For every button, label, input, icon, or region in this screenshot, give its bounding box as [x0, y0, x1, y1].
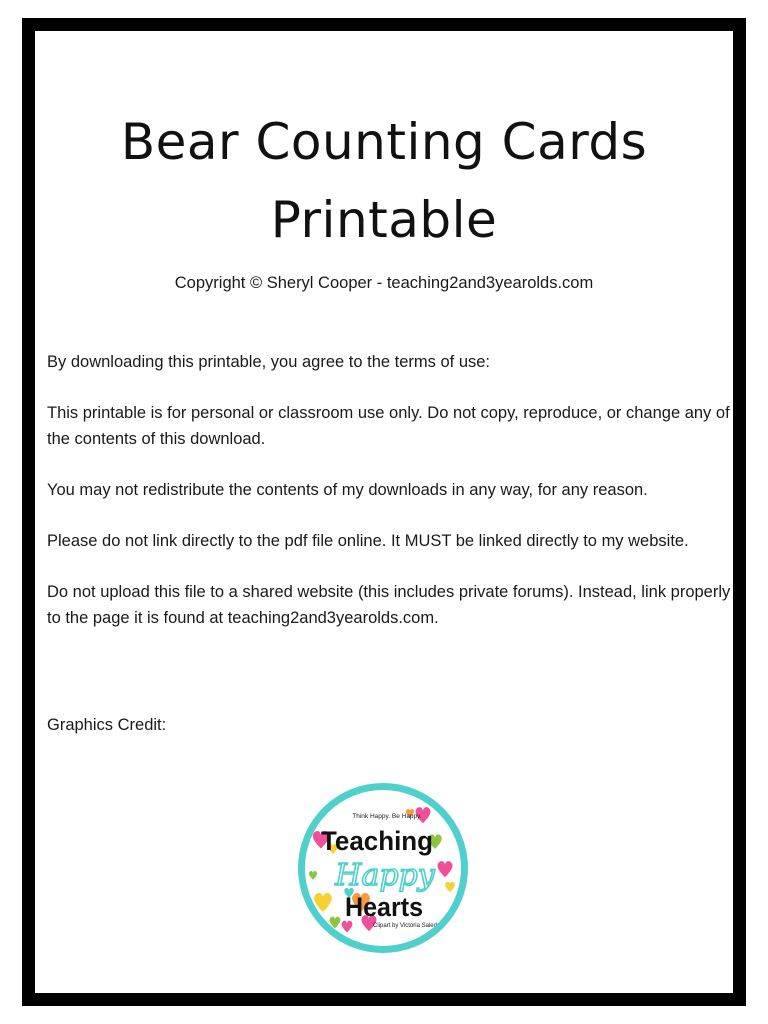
teaching-happy-hearts-logo — [298, 783, 468, 953]
terms-intro: By downloading this printable, you agree to the terms of use: — [47, 353, 491, 371]
logo-byline: Clipart by Victoria Saled — [373, 923, 437, 929]
page-title — [35, 103, 733, 259]
logo-tagline: Think Happy. Be Happy. — [352, 813, 422, 820]
terms-no-upload: Do not upload this file to a shared website (this includes private forums). Instead, link properly to the page it is found at teaching2and3yearolds.com. — [47, 583, 731, 627]
terms-no-direct-link: Please do not link directly to the pdf file online. It MUST be linked directly to my website. — [47, 532, 689, 550]
title-line-2: Printable — [270, 191, 498, 249]
logo-artwork — [305, 790, 461, 946]
graphics-credit-label: Graphics Credit: — [47, 716, 167, 734]
heart-icon — [445, 882, 455, 892]
copyright-notice: Copyright © Sheryl Cooper - teaching2and3yearolds.com — [174, 274, 594, 292]
title-line-1: Bear Counting Cards — [120, 113, 648, 171]
logo-word-hearts: Hearts — [345, 892, 423, 922]
page-border — [22, 18, 746, 1006]
heart-icon — [309, 871, 317, 880]
heart-icon — [330, 917, 341, 929]
terms-personal-use: This printable is for personal or classroom use only. Do not copy, reproduce, or change any of the contents of this download. — [47, 404, 730, 448]
logo-word-happy: Happy — [335, 858, 435, 893]
heart-icon — [314, 893, 332, 912]
heart-icon — [437, 861, 452, 877]
heart-icon — [342, 921, 353, 933]
terms-of-use — [47, 349, 737, 656]
logo-word-teaching: Teaching — [321, 826, 433, 856]
terms-no-redistribute: You may not redistribute the contents of my downloads in any way, for any reason. — [47, 481, 648, 499]
